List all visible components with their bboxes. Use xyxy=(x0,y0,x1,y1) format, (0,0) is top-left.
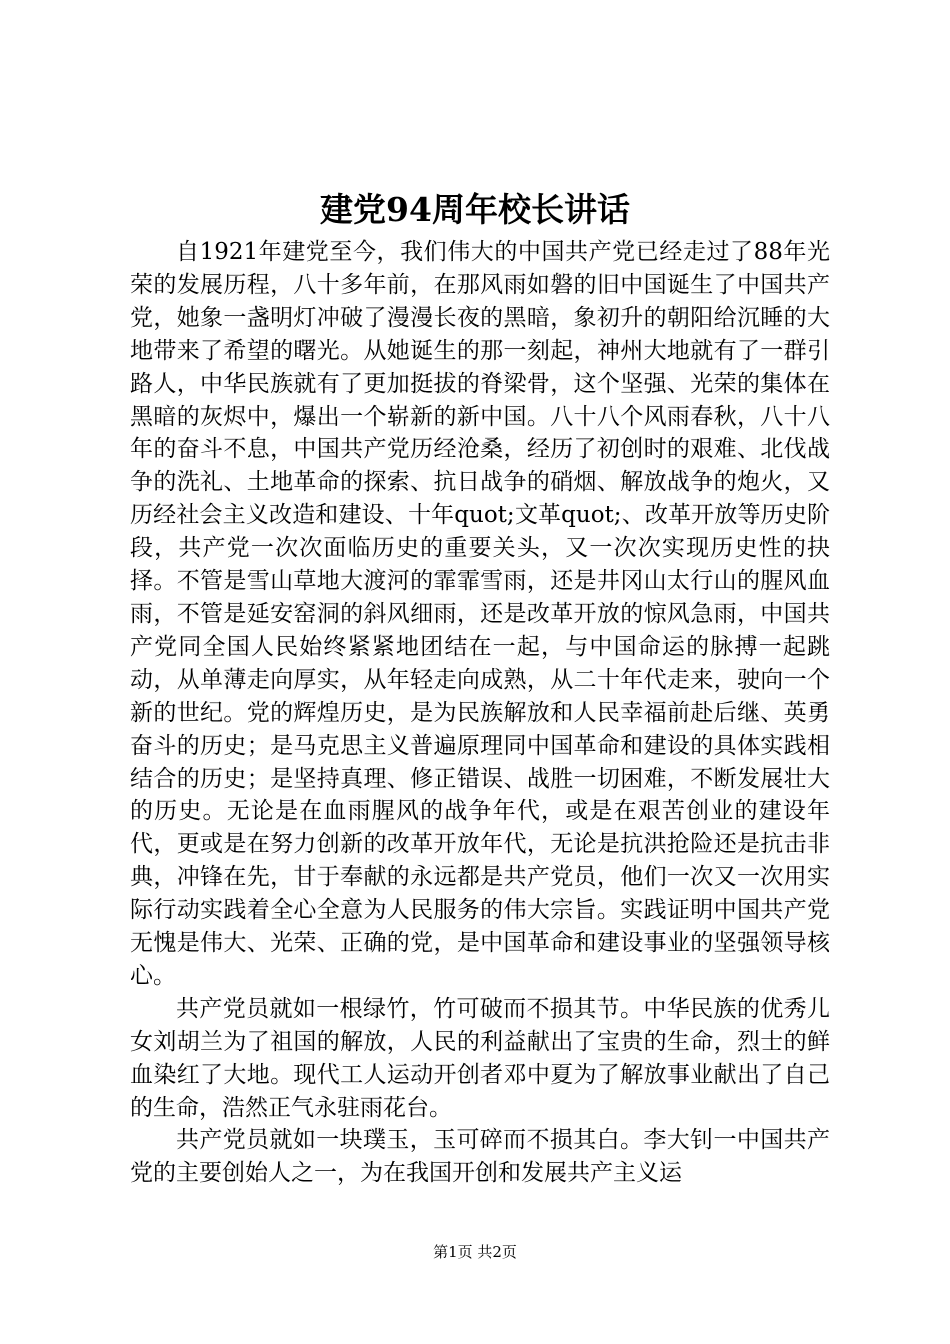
paragraph: 自1921年建党至今，我们伟大的中国共产党已经走过了88年光荣的发展历程，八十多年前，在那风雨如磐的旧中国诞生了中国共产党，她象一盏明灯冲破了漫漫长夜的黑暗，象初升的朝阳给沉睡的大地带来了希望的曙光。从她诞生的那一刻起，神州大地就有了一群引路人，中华民族就有了更加挺拔的脊梁骨，这个坚强、光荣的集体在黑暗的灰烬中，爆出一个崭新的新中国。八十八个风雨春秋，八十八年的奋斗不息，中国共产党历经沧桑，经历了初创时的艰难、北伐战争的洗礼、土地革命的探索、抗日战争的硝烟、解放战争的炮火，又历经社会主义改造和建设、十年quot;文革quot;、改革开放等历史阶段，共产党一次次面临历史的重要关头，又一次次实现历史性的抉择。不管是雪山草地大渡河的霏霏雪雨，还是井冈山太行山的腥风血雨，不管是延安窑洞的斜风细雨，还是改革开放的惊风急雨，中国共产党同全国人民始终紧紧地团结在一起，与中国命运的脉搏一起跳动，从单薄走向厚实，从年轻走向成熟，从二十年代走来，驶向一个新的世纪。党的辉煌历史，是为民族解放和人民幸福前赴后继、英勇奋斗的历史；是马克思主义普遍原理同中国革命和建设的具体实践相结合的历史；是坚持真理、修正错误、战胜一切困难，不断发展壮大的历史。无论是在血雨腥风的战争年代，或是在艰苦创业的建设年代，更或是在努力创新的改革开放年代，无论是抗洪抢险还是抗击非典，冲锋在先，甘于奉献的永远都是共产党员，他们一次又一次用实际行动实践着全心全意为人民服务的伟大宗旨。实践证明中国共产党无愧是伟大、光荣、正确的党，是中国革命和建设事业的坚强领导核心。 xyxy=(130,239,830,989)
document-body xyxy=(130,236,830,1190)
document-title: 建党94周年校长讲话 xyxy=(320,190,630,229)
paragraph: 共产党员就如一根绿竹，竹可破而不损其节。中华民族的优秀儿女刘胡兰为了祖国的解放，人民的利益献出了宝贵的生命，烈士的鲜血染红了大地。现代工人运动开创者邓中夏为了解放事业献出了自己的生命，浩然正气永驻雨花台。 xyxy=(130,995,830,1121)
paragraph: 共产党员就如一块璞玉，玉可碎而不损其白。李大钊一中国共产党的主要创始人之一，为在我国开创和发展共产主义运 xyxy=(130,1127,830,1187)
page-number-footer: 第1页 共2页 xyxy=(433,1243,517,1261)
